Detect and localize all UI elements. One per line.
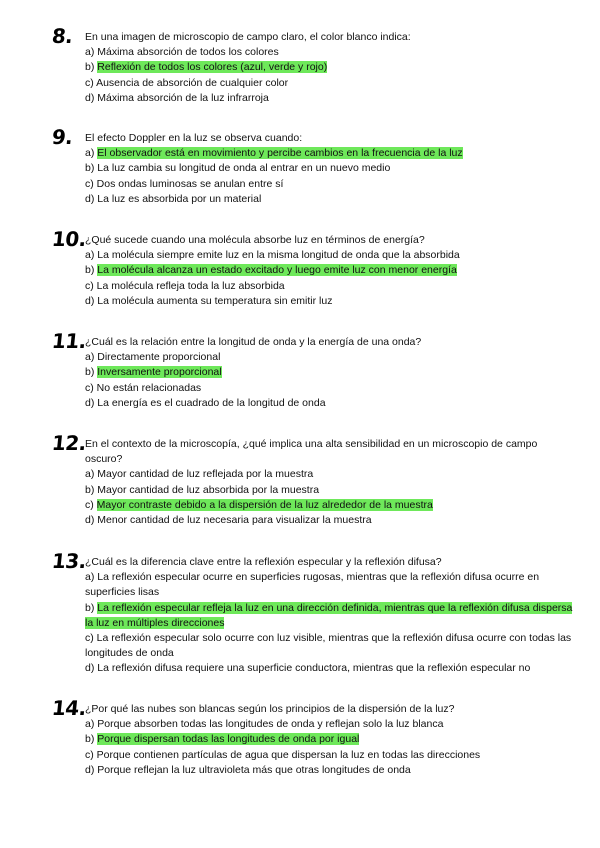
option-b: [85, 161, 575, 176]
option-d: [85, 661, 575, 676]
question-body: [85, 30, 575, 106]
option-text: La molécula refleja toda la luz absorbida: [96, 279, 285, 292]
question-stem: ¿Cuál es la diferencia clave entre la reflexión especular y la reflexión difusa?: [85, 556, 442, 568]
option-b: [85, 60, 575, 75]
correct-answer-highlight: El observador está en movimiento y percibe cambios en la frecuencia de la luz: [97, 147, 463, 160]
question-body: [85, 335, 575, 411]
option-d: [85, 396, 575, 411]
option-text: Ausencia de absorción de cualquier color: [96, 76, 289, 89]
option-a: [85, 350, 575, 365]
option-prefix: d): [85, 662, 98, 675]
option-prefix: b): [85, 483, 98, 496]
question-stem: ¿Cuál es la relación entre la longitud de onda y la energía de una onda?: [85, 336, 422, 348]
question-number: 12.: [50, 431, 88, 455]
option-text: Menor cantidad de luz necesaria para visualizar la muestra: [97, 514, 372, 527]
option-prefix: b): [85, 733, 98, 746]
option-a: [85, 45, 575, 60]
option-prefix: d): [85, 396, 98, 409]
question-body: [85, 437, 575, 528]
option-prefix: d): [85, 91, 98, 104]
option-text: Dos ondas luminosas se anulan entre sí: [96, 177, 284, 190]
option-c: [85, 498, 575, 513]
option-text: Porque contienen partículas de agua que dispersan la luz en todas las direcciones: [96, 748, 481, 761]
option-a: [85, 570, 575, 600]
option-text: La reflexión difusa requiere una superficie conductora, mientras que la reflexión especular no: [97, 662, 531, 675]
option-prefix: a): [85, 147, 98, 160]
option-text: La molécula siempre emite luz en la misma longitud de onda que la absorbida: [97, 249, 460, 262]
option-c: [85, 631, 575, 661]
question-number: 11.: [50, 329, 88, 353]
option-prefix: a): [85, 249, 98, 262]
correct-answer-highlight: Mayor contraste debido a la dispersión de la luz alrededor de la muestra: [96, 498, 433, 511]
option-d: [85, 91, 575, 106]
question-number: 14.: [50, 696, 88, 720]
option-b: [85, 483, 575, 498]
question-body: [85, 702, 575, 778]
option-prefix: d): [85, 294, 98, 307]
option-text: Máxima absorción de todos los colores: [97, 46, 279, 59]
option-text: La energía es el cuadrado de la longitud de onda: [97, 396, 326, 409]
option-prefix: a): [85, 351, 98, 364]
option-a: [85, 146, 575, 161]
question-body: [85, 131, 575, 207]
option-c: [85, 177, 575, 192]
option-prefix: b): [85, 61, 98, 74]
option-c: [85, 748, 575, 763]
option-prefix: c): [85, 748, 97, 761]
option-a: [85, 248, 575, 263]
option-text: No están relacionadas: [96, 381, 202, 394]
option-text: La luz cambia su longitud de onda al entrar en un nuevo medio: [97, 162, 391, 175]
question-stem: En una imagen de microscopio de campo claro, el color blanco indica:: [85, 31, 411, 43]
option-text: La molécula aumenta su temperatura sin emitir luz: [97, 294, 333, 307]
option-text: La reflexión especular solo ocurre con luz visible, mientras que la reflexión difusa ocurre con todas las longitudes de onda: [85, 632, 572, 660]
option-text: Porque absorben todas las longitudes de onda y reflejan solo la luz blanca: [97, 718, 444, 731]
option-prefix: b): [85, 162, 98, 175]
option-prefix: c): [85, 279, 97, 292]
option-text: Directamente proporcional: [97, 351, 221, 364]
option-prefix: a): [85, 46, 98, 59]
question-number: 13.: [50, 549, 88, 573]
option-d: [85, 513, 575, 528]
question-number: 9.: [50, 125, 74, 149]
correct-answer-highlight: Inversamente proporcional: [97, 366, 222, 379]
option-b: [85, 732, 575, 747]
question-stem: ¿Por qué las nubes son blancas según los principios de la dispersión de la luz?: [85, 703, 455, 715]
option-prefix: c): [85, 632, 97, 645]
question-stem: En el contexto de la microscopía, ¿qué implica una alta sensibilidad en un microscopio de campo oscuro?: [85, 438, 538, 466]
option-text: La reflexión especular ocurre en superficies rugosas, mientras que la reflexión difusa ocurre en superficies lisas: [85, 571, 540, 599]
question-body: [85, 555, 575, 677]
option-text: Máxima absorción de la luz infrarroja: [97, 91, 269, 104]
option-prefix: c): [85, 177, 97, 190]
correct-answer-highlight: La reflexión especular refleja la luz en una dirección definida, mientras que la reflexión difusa dispersa la luz en múltiples direcciones: [85, 601, 573, 629]
question-stem: ¿Qué sucede cuando una molécula absorbe luz en términos de energía?: [85, 234, 425, 246]
option-b: [85, 263, 575, 278]
option-prefix: b): [85, 264, 98, 277]
option-prefix: d): [85, 514, 98, 527]
option-prefix: c): [85, 76, 97, 89]
option-text: La luz es absorbida por un material: [97, 192, 262, 205]
option-c: [85, 76, 575, 91]
option-prefix: c): [85, 498, 97, 511]
option-prefix: a): [85, 571, 98, 584]
question-stem: El efecto Doppler en la luz se observa cuando:: [85, 132, 303, 144]
question-number: 10.: [50, 227, 88, 251]
option-prefix: d): [85, 763, 98, 776]
option-d: [85, 763, 575, 778]
question-body: [85, 233, 575, 309]
option-prefix: b): [85, 601, 98, 614]
option-prefix: a): [85, 468, 98, 481]
option-text: Porque reflejan la luz ultravioleta más que otras longitudes de onda: [97, 763, 411, 776]
option-text: Mayor cantidad de luz absorbida por la muestra: [97, 483, 320, 496]
option-a: [85, 467, 575, 482]
correct-answer-highlight: Porque dispersan todas las longitudes de onda por igual: [97, 733, 360, 746]
option-text: Mayor cantidad de luz reflejada por la muestra: [97, 468, 314, 481]
option-c: [85, 381, 575, 396]
option-c: [85, 279, 575, 294]
option-prefix: a): [85, 718, 98, 731]
option-prefix: c): [85, 381, 97, 394]
option-a: [85, 717, 575, 732]
option-d: [85, 294, 575, 309]
option-b: [85, 601, 575, 631]
option-prefix: d): [85, 192, 98, 205]
option-b: [85, 365, 575, 380]
question-number: 8.: [50, 24, 74, 48]
correct-answer-highlight: La molécula alcanza un estado excitado y luego emite luz con menor energía: [97, 264, 457, 277]
option-prefix: b): [85, 366, 98, 379]
correct-answer-highlight: Reflexión de todos los colores (azul, verde y rojo): [97, 61, 328, 74]
option-d: [85, 192, 575, 207]
